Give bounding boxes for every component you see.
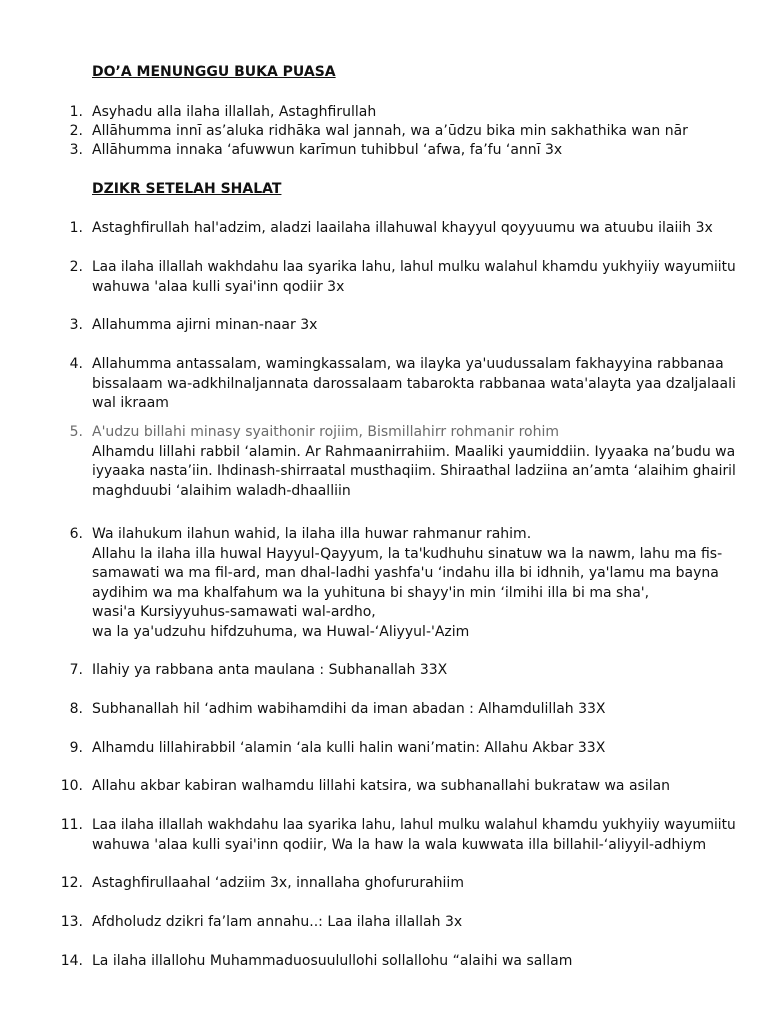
item-line: wasi'a Kursiyyuhus-samawati wal-ardho, [92, 604, 376, 620]
item-number: 3. [69, 317, 83, 333]
item-line: Allāhumma innī as’aluka ridhāka wal jannah, wa a’ūdzu bika min sakhathika wan nār [92, 123, 688, 139]
item-line: aydihim wa ma khalfahum wa la yuhituna bi shayy'in min ‘ilmihi illa bi ma sha', [92, 584, 650, 601]
item-line: wa la ya'udzuhu hifdzuhuma, wa Huwal-‘Aliyyul-'Azim [92, 623, 470, 640]
heading-dzikr-setelah-shalat: DZIKR SETELAH SHALAT [92, 181, 282, 197]
item-line: Alhamdu lillahirabbil ‘alamin ‘ala kulli halin wani’matin: Allahu Akbar 33X [92, 740, 606, 756]
item-line: A'udzu billahi minasy syaithonir rojiim, Bismillahirr rohmanir rohim [92, 424, 560, 440]
item-line: Subhanallah hil ‘adhim wabihamdihi da iman abadan : Alhamdulillah 33X [92, 701, 606, 717]
item-line: Allahu akbar kabiran walhamdu lillahi katsira, wa subhanallahi bukrataw wa asilan [92, 778, 671, 794]
item-line: bissalaam wa-adkhilnaljannata darossalaam tabarokta rabbanaa wata'alayta yaa dzaljalaali [92, 375, 736, 392]
item-number: 4. [69, 356, 83, 372]
item-number: 10. [60, 778, 83, 794]
item-number: 2. [69, 259, 83, 275]
item-line: Allahu la ilaha illa huwal Hayyul-Qayyum, la ta'kudhuhu sinatuw wa la nawm, lahu ma fis- [92, 545, 723, 562]
item-number: 13. [60, 914, 83, 930]
item-line: wal ikraam [92, 395, 169, 411]
item-line: Allāhumma innaka ‘afuwwun karīmun tuhibbul ‘afwa, fa’fu ‘annī 3x [92, 142, 563, 158]
item-number: 14. [60, 953, 83, 969]
item-line: iyyaaka nasta’iin. Ihdinash-shirraatal musthaqiim. Shiraathal ladziina an’amta ‘alaihim ghairil [92, 463, 736, 479]
item-line: maghduubi ‘alaihim waladh-dhaalliin [92, 482, 351, 499]
item-line: La ilaha illallohu Muhammaduosuulullohi sollallohu “alaihi wa sallam [92, 953, 573, 969]
item-number: 1. [69, 104, 83, 120]
item-number: 8. [69, 701, 83, 717]
item-line: Laa ilaha illallah wakhdahu laa syarika lahu, lahul mulku walahul khamdu yukhyiiy wayumiitu [92, 817, 736, 833]
item-number: 12. [60, 875, 83, 891]
item-number: 11. [60, 817, 83, 833]
item-line: samawati wa ma fil-ard, man dhal-ladhi yashfa'u ‘indahu illa bi idhnih, ya'lamu ma bayna [92, 565, 719, 581]
item-line: wahuwa 'alaa kulli syai'inn qodiir 3x [92, 278, 345, 295]
item-number: 9. [69, 740, 83, 756]
item-number: 2. [69, 123, 83, 139]
item-line: Wa ilahukum ilahun wahid, la ilaha illa huwar rahmanur rahim. [92, 526, 532, 542]
item-line: Laa ilaha illallah wakhdahu laa syarika lahu, lahul mulku walahul khamdu yukhyiiy wayumiitu [92, 259, 736, 275]
item-line: Asyhadu alla ilaha illallah, Astaghfirullah [92, 104, 377, 120]
item-number: 1. [69, 220, 83, 236]
item-line: Afdholudz dzikri fa’lam annahu..: Laa ilaha illallah 3x [92, 914, 463, 930]
item-line: wahuwa 'alaa kulli syai'inn qodiir, Wa la haw la wala kuwwata illa billahil-‘aliyyil-adhiym [92, 836, 707, 853]
item-number: 7. [69, 662, 83, 678]
item-line: Allahumma ajirni minan-naar 3x [92, 317, 318, 333]
item-number: 6. [69, 526, 83, 542]
heading-doa-buka-puasa: DO’A MENUNGGU BUKA PUASA [92, 64, 336, 80]
item-line: Alhamdu lillahi rabbil ‘alamin. Ar Rahmaanirrahiim. Maaliki yaumiddiin. Iyyaaka na’budu wa [92, 443, 736, 460]
item-line: Allahumma antassalam, wamingkassalam, wa ilayka ya'uudussalam fakhayyina rabbanaa [92, 356, 724, 372]
item-number: 3. [69, 142, 83, 158]
item-line: Astaghfirullaahal ‘adziim 3x, innallaha ghofururahiim [92, 875, 464, 891]
item-number: 5. [69, 424, 83, 440]
item-line: Astaghfirullah hal'adzim, aladzi laailaha illahuwal khayyul qoyyuumu wa atuubu ilaiih 3x [92, 220, 713, 236]
item-line: Ilahiy ya rabbana anta maulana : Subhanallah 33X [92, 662, 448, 678]
